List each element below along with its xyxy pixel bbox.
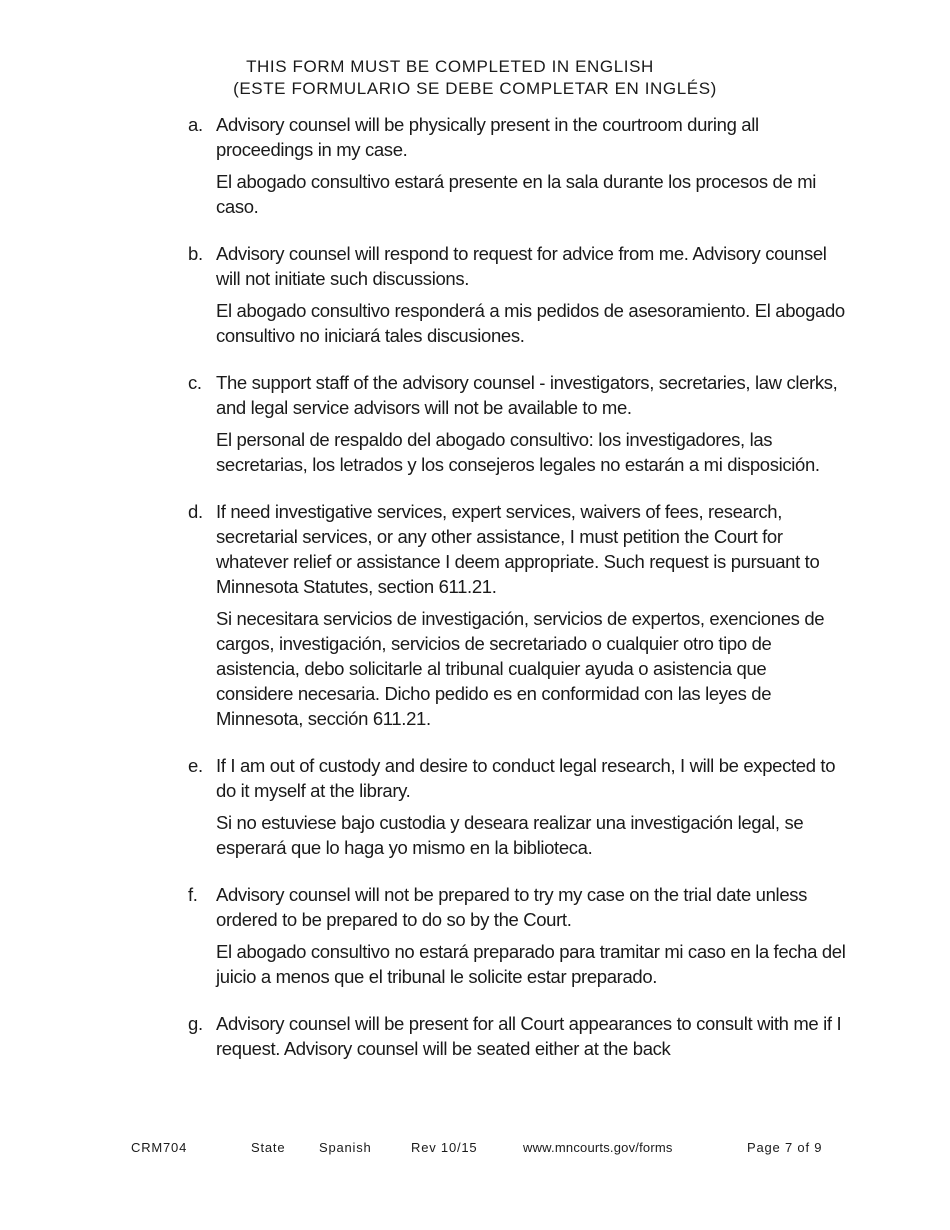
- list-item: [188, 499, 848, 731]
- item-english-text: If I am out of custody and desire to conduct legal research, I will be expected to do it myself at the library.: [216, 755, 836, 801]
- item-english-text: Advisory counsel will be physically present in the courtroom during all proceedings in my case.: [216, 114, 759, 160]
- list-item: [188, 882, 848, 989]
- item-english-text: Advisory counsel will respond to request for advice from me. Advisory counsel will not initiate such discussions.: [216, 243, 827, 289]
- page-footer: [0, 1140, 950, 1160]
- header-english-notice: THIS FORM MUST BE COMPLETED IN ENGLISH: [246, 57, 654, 76]
- item-english-text: Advisory counsel will be present for all Court appearances to consult with me if I request. Advisory counsel will be seated either at the back: [216, 1013, 842, 1059]
- list-item: [188, 1011, 848, 1061]
- footer-form-code: CRM704: [131, 1140, 188, 1155]
- advisory-counsel-terms-list: [188, 112, 848, 1083]
- item-spanish-text: El abogado consultivo responderá a mis pedidos de asesoramiento. El abogado consultivo no iniciará tales discusiones.: [216, 300, 845, 346]
- footer-jurisdiction: State: [251, 1140, 286, 1155]
- item-letter: c.: [188, 372, 202, 393]
- footer-revision: Rev 10/15: [411, 1140, 478, 1155]
- item-spanish-text: El abogado consultivo no estará preparado para tramitar mi caso en la fecha del juicio a menos que el tribunal le solicite estar preparado.: [216, 941, 846, 987]
- item-english-text: Advisory counsel will not be prepared to try my case on the trial date unless ordered to be prepared to do so by the Court.: [216, 884, 808, 930]
- header-spanish-notice: (ESTE FORMULARIO SE DEBE COMPLETAR EN INGLÉS): [233, 79, 717, 98]
- item-letter: f.: [188, 884, 198, 905]
- footer-forms-link[interactable]: www.mncourts.gov/forms: [523, 1140, 673, 1155]
- item-spanish-text: El abogado consultivo estará presente en la sala durante los procesos de mi caso.: [216, 171, 817, 217]
- item-spanish-text: Si necesitara servicios de investigación, servicios de expertos, exenciones de cargos, investigación, servicios de secretariado o cualquier otro tipo de asistencia, debo solicitarle al tribunal cualquier ayuda o asistencia que considere necesaria. Dicho pedido es en conformidad con las leyes de Minnesota, sección 611.21.: [216, 608, 825, 729]
- list-item: [188, 370, 848, 477]
- item-letter: a.: [188, 114, 203, 135]
- item-english-text: The support staff of the advisory counsel - investigators, secretaries, law clerks, and legal service advisors will not be available to me.: [216, 372, 838, 418]
- item-spanish-text: Si no estuviese bajo custodia y deseara realizar una investigación legal, se esperará que lo haga yo mismo en la biblioteca.: [216, 812, 804, 858]
- item-letter: d.: [188, 501, 203, 522]
- footer-page-number: Page 7 of 9: [747, 1140, 823, 1155]
- footer-language: Spanish: [319, 1140, 372, 1155]
- list-item: [188, 753, 848, 860]
- item-letter: e.: [188, 755, 203, 776]
- list-item: [188, 241, 848, 348]
- form-header: [0, 56, 950, 100]
- item-english-text: If need investigative services, expert services, waivers of fees, research, secretarial services, or any other assistance, I must petition the Court for whatever relief or assistance I deem appropriate. Such request is pursuant to Minnesota Statutes, section 611.21.: [216, 501, 820, 597]
- item-spanish-text: El personal de respaldo del abogado consultivo: los investigadores, las secretarias, los letrados y los consejeros legales no estarán a mi disposición.: [216, 429, 820, 475]
- item-letter: b.: [188, 243, 203, 264]
- item-letter: g.: [188, 1013, 203, 1034]
- list-item: [188, 112, 848, 219]
